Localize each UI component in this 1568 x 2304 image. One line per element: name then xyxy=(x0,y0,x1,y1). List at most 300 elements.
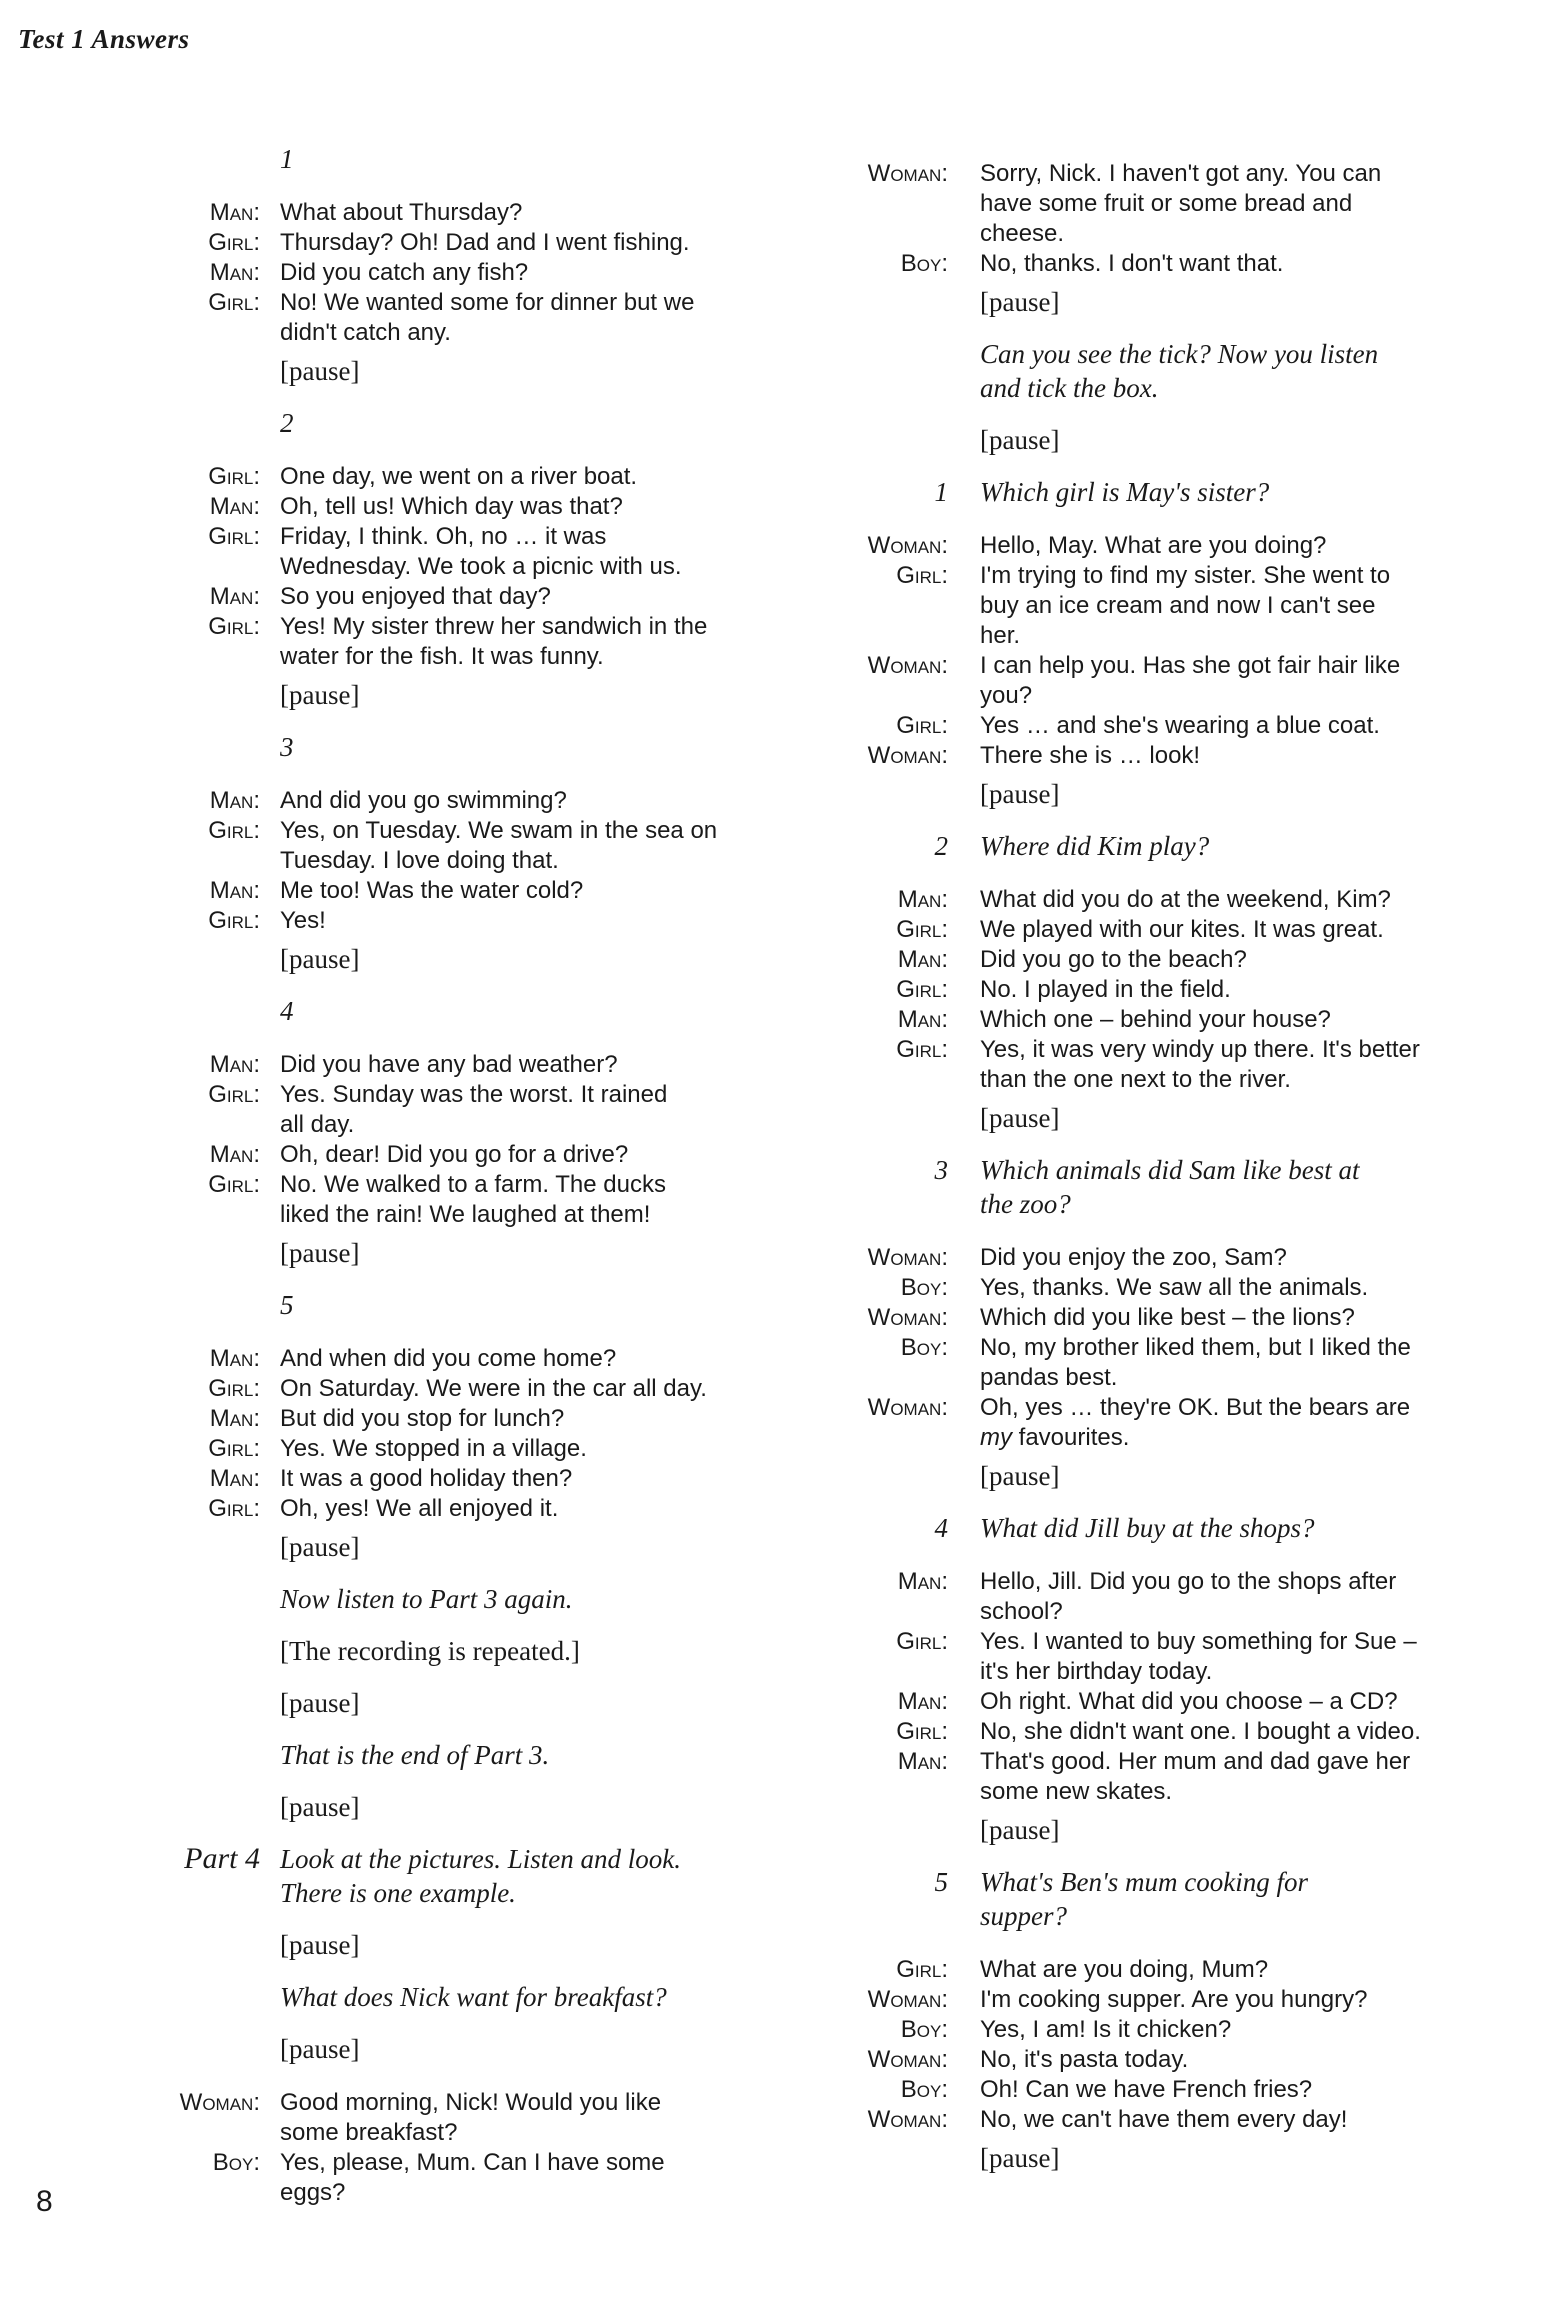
text-line: Yes. Sunday was the worst. It rained xyxy=(280,1081,668,1108)
speaker-label: Boy: xyxy=(900,1334,948,1361)
text: [pause] xyxy=(980,779,1060,809)
text-line: I'm trying to find my sister. She went to xyxy=(980,562,1391,589)
text-line: No, we can't have them every day! xyxy=(980,2106,1348,2133)
text-line: What are you doing, Mum? xyxy=(980,1956,1269,1983)
dialogue xyxy=(150,2088,770,2208)
text-line: cheese. xyxy=(980,220,1065,247)
question-number: 4 xyxy=(934,1513,948,1543)
speaker-label: Woman: xyxy=(867,160,948,187)
dialogue-turn xyxy=(840,1273,1540,1303)
instruction-text xyxy=(980,1865,1540,1933)
speaker-label: Woman: xyxy=(867,2106,948,2133)
right-column xyxy=(840,155,1540,2193)
speaker-label: Boy: xyxy=(212,2149,260,2176)
pause-note xyxy=(840,285,1540,337)
text-line: What did you do at the weekend, Kim? xyxy=(980,886,1391,913)
text-line: That's good. Her mum and dad gave her xyxy=(980,1748,1411,1775)
text: 2 xyxy=(280,408,294,438)
dialogue-turn xyxy=(840,2105,1540,2135)
speaker-label: Man: xyxy=(209,1345,260,1372)
instruction xyxy=(840,1511,1540,1563)
turn-text xyxy=(980,1627,1540,1687)
section-number xyxy=(150,406,770,458)
turn-text xyxy=(280,1374,770,1404)
turn-text xyxy=(280,1170,770,1230)
speaker-label: Man: xyxy=(897,1568,948,1595)
dialogue-turn xyxy=(150,1494,770,1524)
dialogue-turn xyxy=(840,1303,1540,1333)
speaker-label: Girl: xyxy=(208,1435,260,1462)
text-line: the zoo? xyxy=(980,1189,1071,1219)
speaker-label: Boy: xyxy=(900,2076,948,2103)
turn-text xyxy=(280,522,770,582)
speaker-label: Girl: xyxy=(896,712,948,739)
speaker-label: Boy: xyxy=(900,250,948,277)
dialogue-turn xyxy=(150,1464,770,1494)
speaker-label: Woman: xyxy=(867,1986,948,2013)
text-line: Oh! Can we have French fries? xyxy=(980,2076,1313,2103)
turn-text xyxy=(980,711,1540,741)
text-line: some breakfast? xyxy=(280,2119,458,2146)
instruction xyxy=(840,1153,1540,1239)
turn-text xyxy=(280,258,770,288)
dialogue-turn xyxy=(150,876,770,906)
speaker-label: Boy: xyxy=(900,2016,948,2043)
speaker-label: Man: xyxy=(209,1465,260,1492)
speaker-label: Girl: xyxy=(896,1036,948,1063)
section-number xyxy=(150,994,770,1046)
section-number xyxy=(150,1288,770,1340)
instruction xyxy=(840,829,1540,881)
speaker-label: Man: xyxy=(897,1006,948,1033)
dialogue-turn xyxy=(150,1080,770,1140)
part-label: Part 4 xyxy=(184,1842,260,1875)
text-line: On Saturday. We were in the car all day. xyxy=(280,1375,707,1402)
text-line: There is one example. xyxy=(280,1878,516,1908)
text-line: Where did Kim play? xyxy=(980,831,1210,861)
speaker-label: Girl: xyxy=(208,907,260,934)
text-line: Oh, yes! We all enjoyed it. xyxy=(280,1495,559,1522)
turn-text xyxy=(980,2015,1540,2045)
text: 1 xyxy=(280,144,294,174)
dialogue-turn xyxy=(150,786,770,816)
dialogue-turn xyxy=(840,2075,1540,2105)
text: [pause] xyxy=(280,1532,360,1562)
dialogue xyxy=(150,1050,770,1230)
dialogue-turn xyxy=(150,612,770,672)
instruction xyxy=(840,337,1540,423)
text-line: and tick the box. xyxy=(980,373,1159,403)
speaker-label: Woman: xyxy=(867,652,948,679)
text-line: it's her birthday today. xyxy=(980,1658,1213,1685)
text-line: Which did you like best – the lions? xyxy=(980,1304,1355,1331)
speaker-label: Man: xyxy=(897,1748,948,1775)
left-column xyxy=(150,142,770,2214)
dialogue xyxy=(150,1344,770,1524)
turn-text xyxy=(280,2088,770,2148)
turn-text xyxy=(280,1080,770,1140)
instruction xyxy=(150,1738,770,1790)
instruction-text xyxy=(980,1511,1540,1545)
text: 4 xyxy=(280,996,294,1026)
dialogue-turn xyxy=(150,816,770,876)
pause-note xyxy=(150,1530,770,1582)
speaker-label: Woman: xyxy=(867,1244,948,1271)
pause-note xyxy=(150,2032,770,2084)
text-line: That is the end of Part 3. xyxy=(280,1740,550,1770)
text-line: What does Nick want for breakfast? xyxy=(280,1982,667,2012)
turn-text xyxy=(280,1344,770,1374)
dialogue xyxy=(840,531,1540,771)
pause-note xyxy=(150,354,770,406)
text-line: We played with our kites. It was great. xyxy=(980,916,1384,943)
turn-text xyxy=(980,159,1540,249)
speaker-label: Man: xyxy=(209,259,260,286)
dialogue-turn xyxy=(150,288,770,348)
turn-text xyxy=(980,1747,1540,1807)
speaker-label: Girl: xyxy=(208,1171,260,1198)
speaker-label: Man: xyxy=(209,877,260,904)
text-line: No. I played in the field. xyxy=(980,976,1231,1003)
turn-text xyxy=(980,915,1540,945)
instruction-text xyxy=(280,1842,770,1910)
section-number xyxy=(150,730,770,782)
speaker-label: Girl: xyxy=(896,1628,948,1655)
dialogue-turn xyxy=(840,975,1540,1005)
text: [pause] xyxy=(280,1792,360,1822)
turn-text xyxy=(980,1243,1540,1273)
speaker-label: Man: xyxy=(209,1405,260,1432)
turn-text xyxy=(980,885,1540,915)
speaker-label: Girl: xyxy=(208,1081,260,1108)
pause-note xyxy=(150,1236,770,1288)
text-line: buy an ice cream and now I can't see xyxy=(980,592,1376,619)
speaker-label: Girl: xyxy=(208,463,260,490)
text-line: Wednesday. We took a picnic with us. xyxy=(280,553,682,580)
question-number: 3 xyxy=(934,1155,948,1185)
dialogue-turn xyxy=(150,2148,770,2208)
dialogue-turn xyxy=(840,2015,1540,2045)
speaker-label: Girl: xyxy=(208,817,260,844)
instruction xyxy=(150,1582,770,1634)
turn-text xyxy=(280,906,770,936)
turn-text xyxy=(980,1393,1540,1453)
dialogue xyxy=(150,198,770,348)
turn-text xyxy=(980,1955,1540,1985)
text: [pause] xyxy=(280,1238,360,1268)
speaker-label: Girl: xyxy=(896,916,948,943)
turn-text xyxy=(980,1035,1540,1095)
speaker-label: Man: xyxy=(897,946,948,973)
turn-text xyxy=(980,249,1540,279)
pause-note xyxy=(150,1928,770,1980)
dialogue-turn xyxy=(150,1374,770,1404)
speaker-label: Woman: xyxy=(179,2089,260,2116)
turn-text xyxy=(980,1333,1540,1393)
turn-text xyxy=(980,1005,1540,1035)
turn-text xyxy=(980,1567,1540,1627)
text-line: eggs? xyxy=(280,2179,346,2206)
text-line: than the one next to the river. xyxy=(980,1066,1291,1093)
text: 3 xyxy=(280,732,294,762)
text: [pause] xyxy=(980,425,1060,455)
text: 5 xyxy=(280,1290,294,1320)
turn-text xyxy=(280,1464,770,1494)
instruction-text xyxy=(280,1980,770,2014)
speaker-label: Girl: xyxy=(896,1718,948,1745)
text: favourites. xyxy=(1012,1424,1130,1451)
dialogue xyxy=(150,462,770,672)
text-line: And when did you come home? xyxy=(280,1345,617,1372)
text: [The recording is repeated.] xyxy=(280,1636,580,1666)
turn-text xyxy=(280,876,770,906)
text-line: Did you go to the beach? xyxy=(980,946,1247,973)
question-number: 5 xyxy=(934,1867,948,1897)
running-head: Test 1 Answers xyxy=(18,24,190,54)
dialogue-turn xyxy=(150,462,770,492)
dialogue-turn xyxy=(150,492,770,522)
turn-text xyxy=(280,1434,770,1464)
speaker-label: Girl: xyxy=(208,523,260,550)
dialogue-turn xyxy=(840,1005,1540,1035)
instruction xyxy=(840,1865,1540,1951)
text-line: Which girl is May's sister? xyxy=(980,477,1270,507)
text: [pause] xyxy=(980,1103,1060,1133)
turn-text xyxy=(280,1404,770,1434)
turn-text xyxy=(280,786,770,816)
turn-text xyxy=(280,582,770,612)
dialogue-turn xyxy=(150,1050,770,1080)
dialogue-turn xyxy=(150,258,770,288)
text: [pause] xyxy=(980,287,1060,317)
text-line: Yes, please, Mum. Can I have some xyxy=(280,2149,665,2176)
turn-text xyxy=(280,492,770,522)
text-line: Which one – behind your house? xyxy=(980,1006,1331,1033)
text-line: No, my brother liked them, but I liked the xyxy=(980,1334,1411,1361)
dialogue-turn xyxy=(840,651,1540,711)
text-line: liked the rain! We laughed at them! xyxy=(280,1201,651,1228)
speaker-label: Girl: xyxy=(208,1495,260,1522)
speaker-label: Woman: xyxy=(867,1304,948,1331)
text-line: her. xyxy=(980,622,1021,649)
text-line: Hello, May. What are you doing? xyxy=(980,532,1327,559)
dialogue-turn xyxy=(840,885,1540,915)
question-number: 1 xyxy=(934,477,948,507)
text-line: Did you have any bad weather? xyxy=(280,1051,618,1078)
dialogue-turn xyxy=(840,1567,1540,1627)
turn-text xyxy=(280,198,770,228)
text-line: I can help you. Has she got fair hair like xyxy=(980,652,1401,679)
dialogue-turn xyxy=(840,915,1540,945)
text-line: Yes, it was very windy up there. It's better xyxy=(980,1036,1420,1063)
part-heading xyxy=(150,1842,770,1928)
instruction-text xyxy=(980,829,1540,863)
text-line: So you enjoyed that day? xyxy=(280,583,551,610)
turn-text xyxy=(980,2045,1540,2075)
dialogue-turn xyxy=(840,1035,1540,1095)
text-line: Yes! xyxy=(280,907,326,934)
speaker-label: Girl: xyxy=(896,1956,948,1983)
page-number: 8 xyxy=(36,2185,53,2218)
dialogue-turn xyxy=(150,2088,770,2148)
text-line: pandas best. xyxy=(980,1364,1118,1391)
text-line: Yes, thanks. We saw all the animals. xyxy=(980,1274,1369,1301)
dialogue-turn xyxy=(150,198,770,228)
turn-text xyxy=(980,2105,1540,2135)
instruction xyxy=(840,475,1540,527)
dialogue-turn xyxy=(840,1393,1540,1453)
text-line: Thursday? Oh! Dad and I went fishing. xyxy=(280,229,690,256)
text-line: Did you catch any fish? xyxy=(280,259,529,286)
speaker-label: Girl: xyxy=(896,976,948,1003)
text: [pause] xyxy=(280,2034,360,2064)
dialogue-turn xyxy=(840,561,1540,651)
stage-note xyxy=(150,1634,770,1686)
turn-text xyxy=(980,1273,1540,1303)
turn-text xyxy=(980,741,1540,771)
text-line: No. We walked to a farm. The ducks xyxy=(280,1171,666,1198)
instruction xyxy=(150,1980,770,2032)
text-line: water for the fish. It was funny. xyxy=(280,643,604,670)
pause-note xyxy=(150,678,770,730)
pause-note xyxy=(840,1101,1540,1153)
turn-text xyxy=(280,288,770,348)
text-line: Good morning, Nick! Would you like xyxy=(280,2089,662,2116)
dialogue-turn xyxy=(150,1140,770,1170)
speaker-label: Man: xyxy=(897,1688,948,1715)
dialogue-turn xyxy=(840,1985,1540,2015)
dialogue xyxy=(840,1955,1540,2135)
text: [pause] xyxy=(280,1688,360,1718)
dialogue-turn xyxy=(840,741,1540,771)
text-line: Yes! My sister threw her sandwich in the xyxy=(280,613,708,640)
text-line: No, thanks. I don't want that. xyxy=(980,250,1284,277)
text-line xyxy=(980,1423,1540,1453)
instruction-text xyxy=(980,475,1540,509)
dialogue-turn xyxy=(150,582,770,612)
instruction-text xyxy=(980,1153,1540,1221)
speaker-label: Woman: xyxy=(867,1394,948,1421)
text-line: Which animals did Sam like best at xyxy=(980,1155,1360,1185)
turn-text xyxy=(980,975,1540,1005)
dialogue-turn xyxy=(150,522,770,582)
text-line: Yes … and she's wearing a blue coat. xyxy=(980,712,1380,739)
text: [pause] xyxy=(280,1930,360,1960)
speaker-label: Woman: xyxy=(867,742,948,769)
text-line: Sorry, Nick. I haven't got any. You can xyxy=(980,160,1382,187)
turn-text xyxy=(280,1050,770,1080)
text-line: Hello, Jill. Did you go to the shops after xyxy=(980,1568,1397,1595)
text-line: Oh, tell us! Which day was that? xyxy=(280,493,623,520)
text-line: have some fruit or some bread and xyxy=(980,190,1353,217)
speaker-label: Girl: xyxy=(208,613,260,640)
text-line: And did you go swimming? xyxy=(280,787,567,814)
dialogue-turn xyxy=(840,531,1540,561)
pause-note xyxy=(840,423,1540,475)
dialogue-turn xyxy=(840,249,1540,279)
dialogue-turn xyxy=(840,1717,1540,1747)
pause-note xyxy=(150,1686,770,1738)
pause-note xyxy=(150,1790,770,1842)
speaker-label: Man: xyxy=(897,886,948,913)
section-number xyxy=(150,142,770,194)
dialogue xyxy=(840,159,1540,279)
instruction-text xyxy=(280,1738,770,1772)
text-line: supper? xyxy=(980,1901,1067,1931)
turn-text xyxy=(280,462,770,492)
text-line: Friday, I think. Oh, no … it was xyxy=(280,523,607,550)
text-line: Oh right. What did you choose – a CD? xyxy=(980,1688,1398,1715)
instruction-text xyxy=(280,1582,770,1616)
speaker-label: Man: xyxy=(209,1051,260,1078)
text-line: I'm cooking supper. Are you hungry? xyxy=(980,1986,1368,2013)
text-line: Yes, on Tuesday. We swam in the sea on xyxy=(280,817,718,844)
dialogue-turn xyxy=(840,1955,1540,1985)
turn-text xyxy=(980,651,1540,711)
turn-text xyxy=(280,612,770,672)
speaker-label: Woman: xyxy=(867,2046,948,2073)
text-line: Oh, dear! Did you go for a drive? xyxy=(280,1141,629,1168)
turn-text xyxy=(980,1303,1540,1333)
text: [pause] xyxy=(980,2143,1060,2173)
pause-note xyxy=(840,1813,1540,1865)
text-line: didn't catch any. xyxy=(280,319,451,346)
text: [pause] xyxy=(980,1461,1060,1491)
turn-text xyxy=(980,2075,1540,2105)
speaker-label: Boy: xyxy=(900,1274,948,1301)
pause-note xyxy=(840,2141,1540,2193)
dialogue-turn xyxy=(840,1747,1540,1807)
text-line: you? xyxy=(980,682,1033,709)
text-line: No, it's pasta today. xyxy=(980,2046,1189,2073)
text-line: Did you enjoy the zoo, Sam? xyxy=(980,1244,1287,1271)
turn-text xyxy=(280,1494,770,1524)
dialogue-turn xyxy=(150,1404,770,1434)
dialogue-turn xyxy=(150,1344,770,1374)
text: [pause] xyxy=(280,680,360,710)
text-line: What's Ben's mum cooking for xyxy=(980,1867,1309,1897)
dialogue xyxy=(840,885,1540,1095)
dialogue-turn xyxy=(840,159,1540,249)
dialogue-turn xyxy=(840,1627,1540,1687)
text-line: Can you see the tick? Now you listen xyxy=(980,339,1379,369)
text-line: school? xyxy=(980,1598,1063,1625)
speaker-label: Man: xyxy=(209,1141,260,1168)
speaker-label: Girl: xyxy=(208,1375,260,1402)
speaker-label: Man: xyxy=(209,583,260,610)
dialogue-turn xyxy=(150,228,770,258)
emphasis: my xyxy=(980,1424,1012,1451)
dialogue-turn xyxy=(840,1333,1540,1393)
dialogue-turn xyxy=(840,945,1540,975)
text-line: Me too! Was the water cold? xyxy=(280,877,584,904)
pause-note xyxy=(150,942,770,994)
text-line: all day. xyxy=(280,1111,355,1138)
dialogue xyxy=(840,1243,1540,1453)
dialogue-turn xyxy=(150,1434,770,1464)
dialogue-turn xyxy=(840,711,1540,741)
text-line: Now listen to Part 3 again. xyxy=(280,1584,573,1614)
text-line: some new skates. xyxy=(980,1778,1173,1805)
dialogue-turn xyxy=(840,1687,1540,1717)
pause-note xyxy=(840,777,1540,829)
text-line: But did you stop for lunch? xyxy=(280,1405,565,1432)
turn-text xyxy=(980,531,1540,561)
turn-text xyxy=(980,1985,1540,2015)
turn-text xyxy=(280,228,770,258)
text-line: What about Thursday? xyxy=(280,199,523,226)
dialogue xyxy=(840,1567,1540,1807)
